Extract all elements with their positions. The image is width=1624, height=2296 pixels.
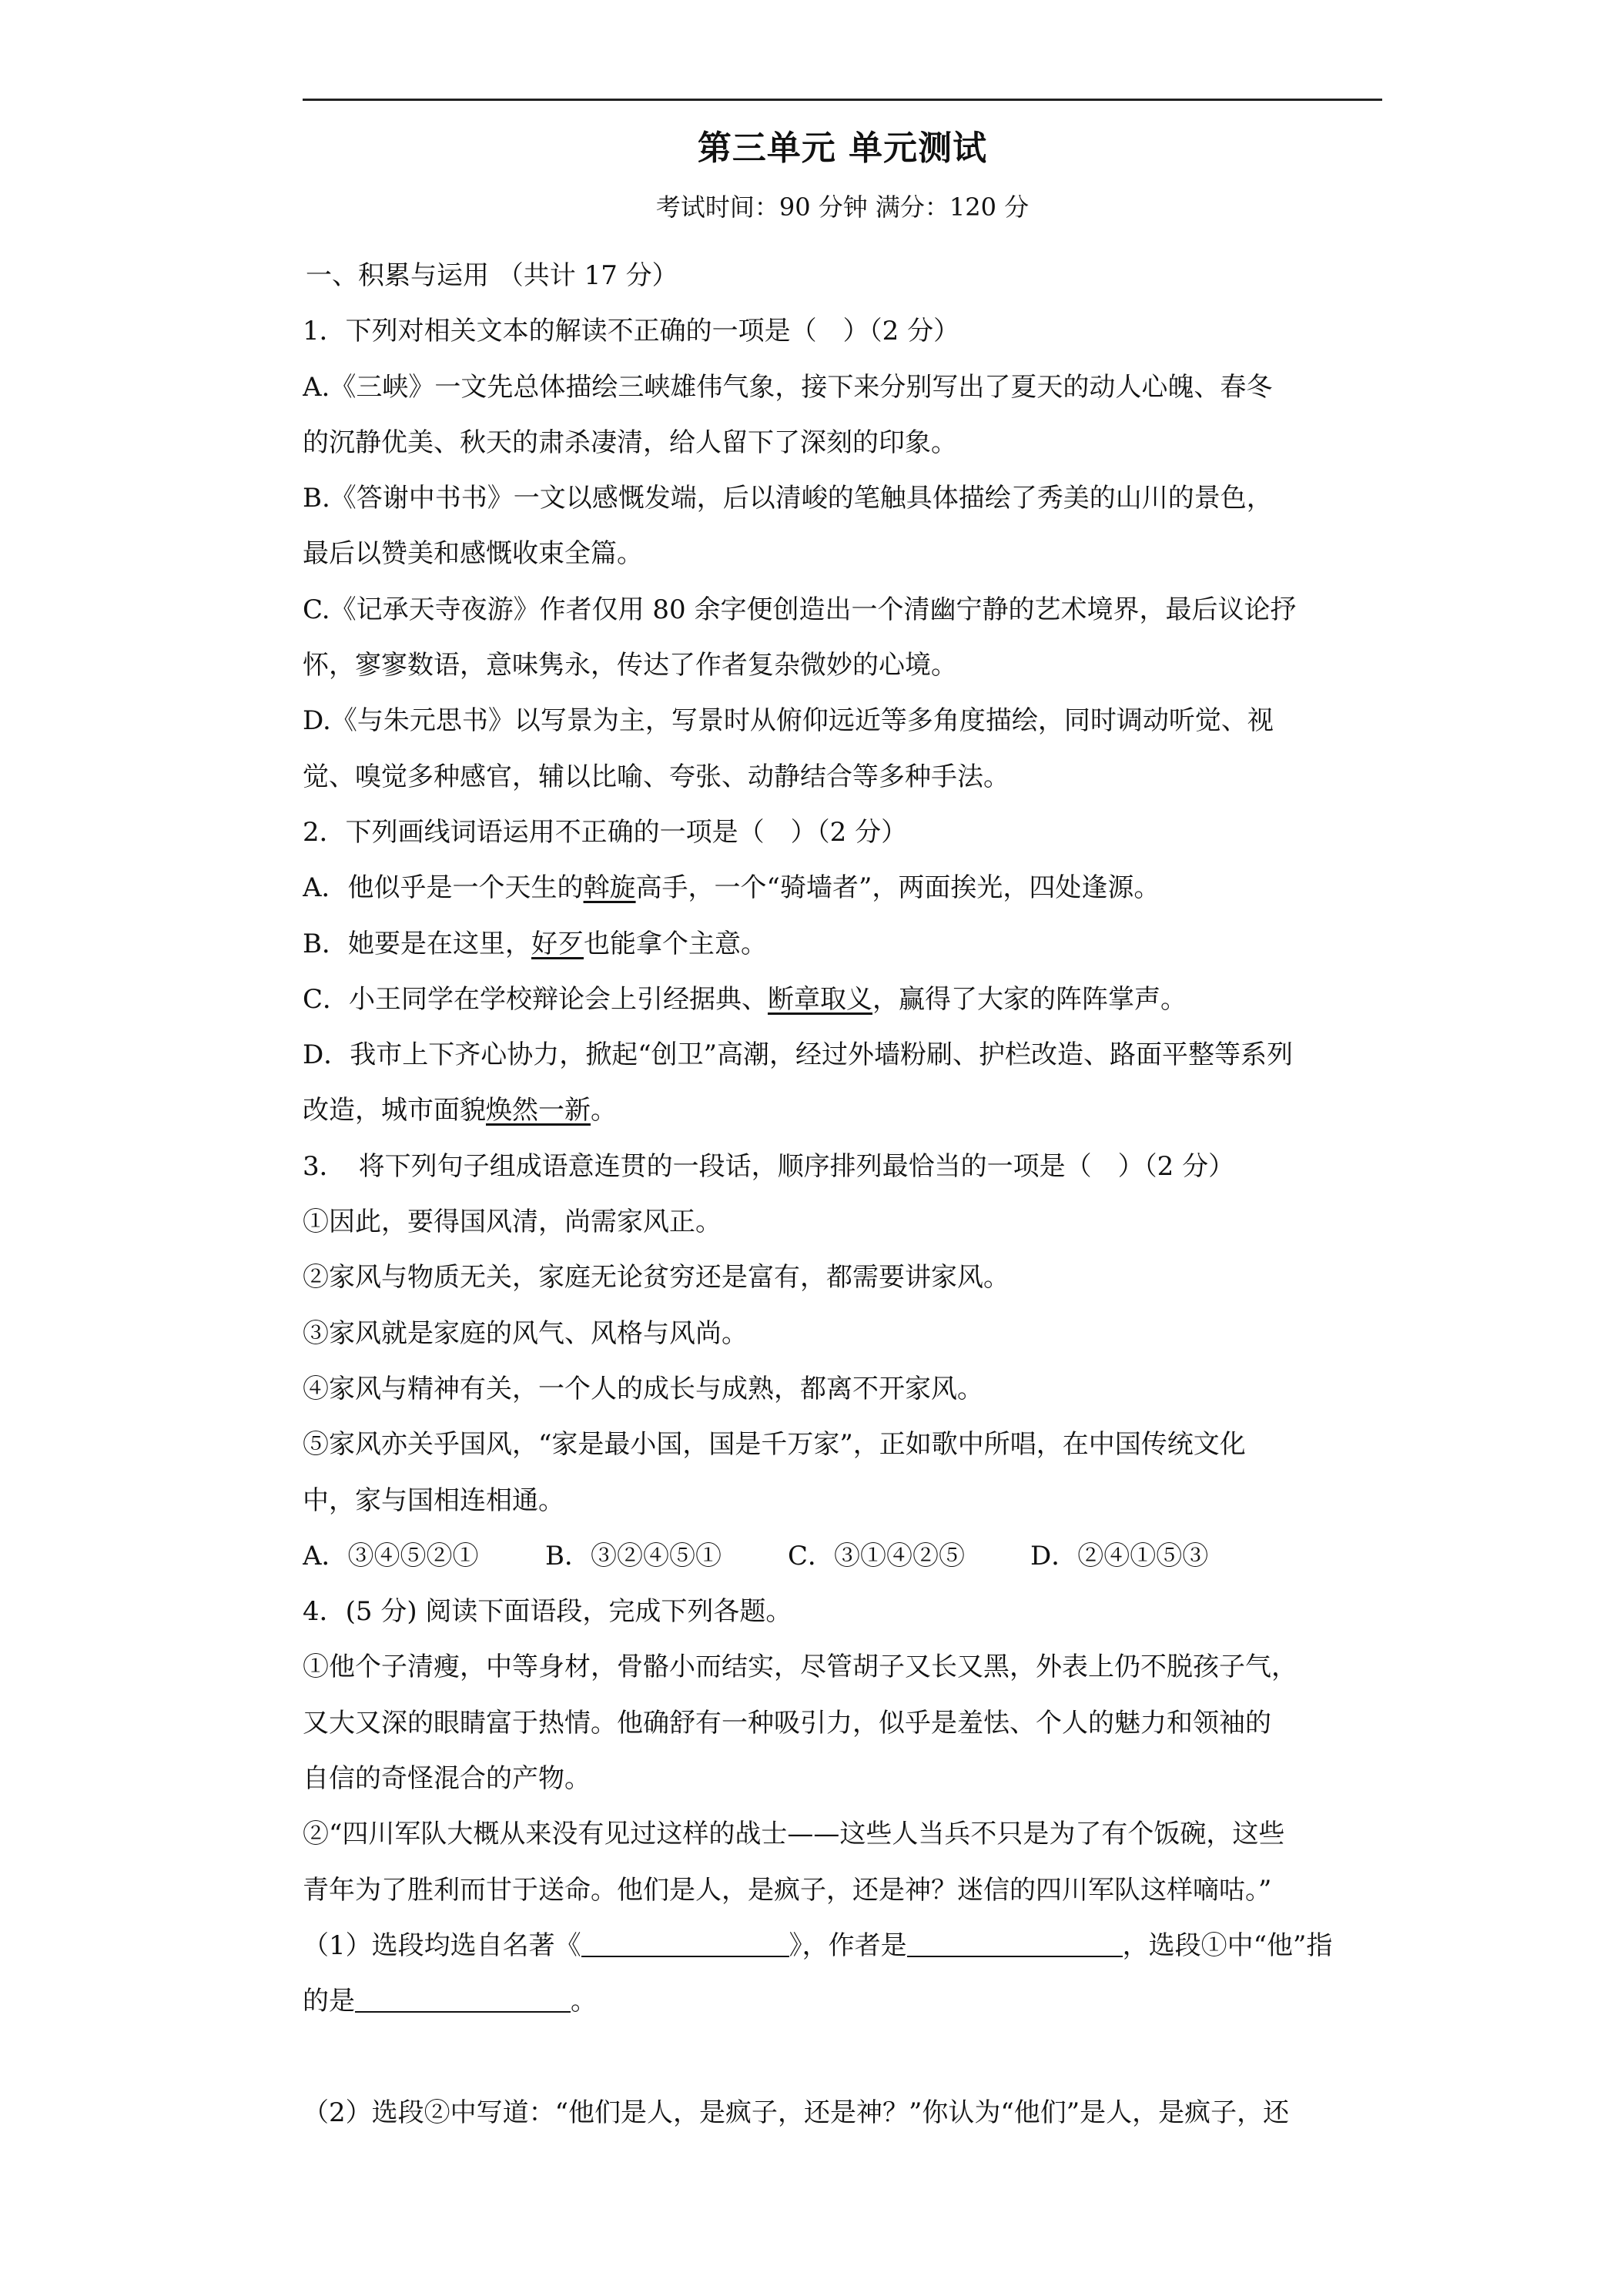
q1-stem: 1．下列对相关文本的解读不正确的一项是（ ）（2 分） <box>303 316 960 347</box>
q4-sub1-line2-pre: 的是 <box>303 1986 355 2017</box>
q3-sentence-4: ④家风与精神有关，一个人的成长与成熟，都离不开家风。 <box>303 1373 983 1404</box>
q2-b-pre: B．她要是在这里， <box>303 928 531 959</box>
q4-passage-2-line1: ②“四川军队大概从来没有见过这样的战士——这些人当兵不只是为了有个饭碗，这些 <box>303 1819 1285 1850</box>
q4-sub2-line1: （2）选段②中写道：“他们是人，是疯子，还是神？”你认为“他们”是人，是疯子，还 <box>303 2097 1290 2128</box>
q4-sub1-mid1: 》，作者是 <box>789 1930 907 1961</box>
q1-option-d-line2: 觉、嗅觉多种感官，辅以比喻、夸张、动静结合等多种手法。 <box>303 761 1010 792</box>
q2-c-pre: C．小王同学在学校辩论会上引经据典、 <box>303 983 768 1015</box>
q1-option-c-line1: C.《记承天寺夜游》作者仅用 80 余字便创造出一个清幽宁静的艺术境界，最后议论抒 <box>303 594 1297 625</box>
q2-a-post: 高手，一个“骑墙者”，两面挨光，四处逢源。 <box>635 872 1160 904</box>
section-heading: 一、积累与运用 （共计 17 分） <box>306 260 678 291</box>
q2-c-underlined: 断章取义 <box>768 983 873 1015</box>
q2-option-d-line2 <box>303 1083 1388 1138</box>
q2-a-pre: A．他似乎是一个天生的 <box>303 872 584 904</box>
header-rule <box>303 99 1382 101</box>
q4-passage-1-line1: ①他个子清瘦，中等身材，骨骼小而结实，尽管胡子又长又黑，外表上仍不脱孩子气， <box>303 1652 1298 1683</box>
q2-option-c <box>303 972 1388 1027</box>
exam-info: 考试时间：90 分钟 满分：120 分 <box>655 192 1030 222</box>
q3-sentence-1: ①因此，要得国风清，尚需家风正。 <box>303 1207 722 1238</box>
q1-option-b-line2: 最后以赞美和感慨收束全篇。 <box>303 538 643 570</box>
q3-sentence-5-line1: ⑤家风亦关乎国风，“家是最小国，国是千万家”，正如歌中所唱，在中国传统文化 <box>303 1429 1246 1461</box>
q4-passage-2-line2: 青年为了胜利而甘于送命。他们是人，是疯子，还是神？迷信的四川军队这样嘀咕。” <box>303 1874 1272 1906</box>
spacer <box>303 2030 1388 2085</box>
q4-sub1-pre: （1）选段均选自名著《 <box>303 1930 581 1961</box>
q3-stem: 3． 将下列句子组成语意连贯的一段话，顺序排列最恰当的一项是（ ）（2 分） <box>303 1150 1235 1182</box>
q1-option-d-line1: D.《与朱元思书》以写景为主，写景时从俯仰远近等多角度描绘，同时调动听觉、视 <box>303 705 1274 737</box>
q4-stem: 4．(5 分) 阅读下面语段，完成下列各题。 <box>303 1596 792 1628</box>
book-title-blank[interactable] <box>581 1933 789 1957</box>
q4-sub1-mid2: ，选段①中“他”指 <box>1122 1930 1333 1961</box>
q3-option-c: C．③①④②⑤ <box>788 1540 966 1571</box>
q2-option-d-line1: D．我市上下齐心协力，掀起“创卫”高潮，经过外墙粉刷、护栏改造、路面平整等系列 <box>303 1039 1294 1071</box>
q4-passage-1-line3: 自信的奇怪混合的产物。 <box>303 1763 591 1795</box>
q2-a-underlined: 斡旋 <box>583 872 636 904</box>
author-blank[interactable] <box>907 1933 1123 1957</box>
q3-option-a: A．③④⑤②① <box>303 1540 479 1571</box>
q2-b-post: 也能拿个主意。 <box>584 928 767 959</box>
q2-d-pre: 改造，城市面貌 <box>303 1095 486 1126</box>
exam-content <box>303 248 1388 2140</box>
q2-c-post: ，赢得了大家的阵阵掌声。 <box>872 983 1187 1015</box>
q4-sub1-line2-post: 。 <box>571 1986 597 2017</box>
q1-option-b-line1: B.《答谢中书书》一文以感慨发端，后以清峻的笔触具体描绘了秀美的山川的景色， <box>303 483 1273 514</box>
q4-sub1-line1 <box>303 1918 1388 1973</box>
q2-d-post: 。 <box>591 1095 617 1126</box>
q2-option-a <box>303 860 1388 915</box>
q2-option-b <box>303 916 1388 972</box>
q4-sub1-line2 <box>303 1973 1388 2029</box>
q2-b-underlined: 好歹 <box>531 928 584 959</box>
q3-options <box>303 1528 1388 1584</box>
q3-sentence-3: ③家风就是家庭的风气、风格与风尚。 <box>303 1317 748 1349</box>
q3-option-b: B．③②④⑤① <box>545 1540 722 1571</box>
person-blank[interactable] <box>355 1988 571 2013</box>
q2-stem: 2．下列画线词语运用不正确的一项是（ ）（2 分） <box>303 816 908 848</box>
q1-option-c-line2: 怀，寥寥数语，意味隽永，传达了作者复杂微妙的心境。 <box>303 650 957 681</box>
q2-d-underlined: 焕然一新 <box>486 1095 591 1126</box>
q1-option-a-line2: 的沉静优美、秋天的肃杀凄清，给人留下了深刻的印象。 <box>303 427 957 458</box>
page-title: 第三单元 单元测试 <box>697 129 988 168</box>
q1-option-a-line1: A.《三峡》一文先总体描绘三峡雄伟气象，接下来分别写出了夏天的动人心魄、春冬 <box>303 371 1273 403</box>
q3-sentence-2: ②家风与物质无关，家庭无论贫穷还是富有，都需要讲家风。 <box>303 1262 1010 1294</box>
q4-passage-1-line2: 又大又深的眼睛富于热情。他确舒有一种吸引力，似乎是羞怯、个人的魅力和领袖的 <box>303 1707 1271 1739</box>
q3-option-d: D．②④①⑤③ <box>1030 1540 1209 1571</box>
q3-sentence-5-line2: 中，家与国相连相通。 <box>303 1484 564 1516</box>
